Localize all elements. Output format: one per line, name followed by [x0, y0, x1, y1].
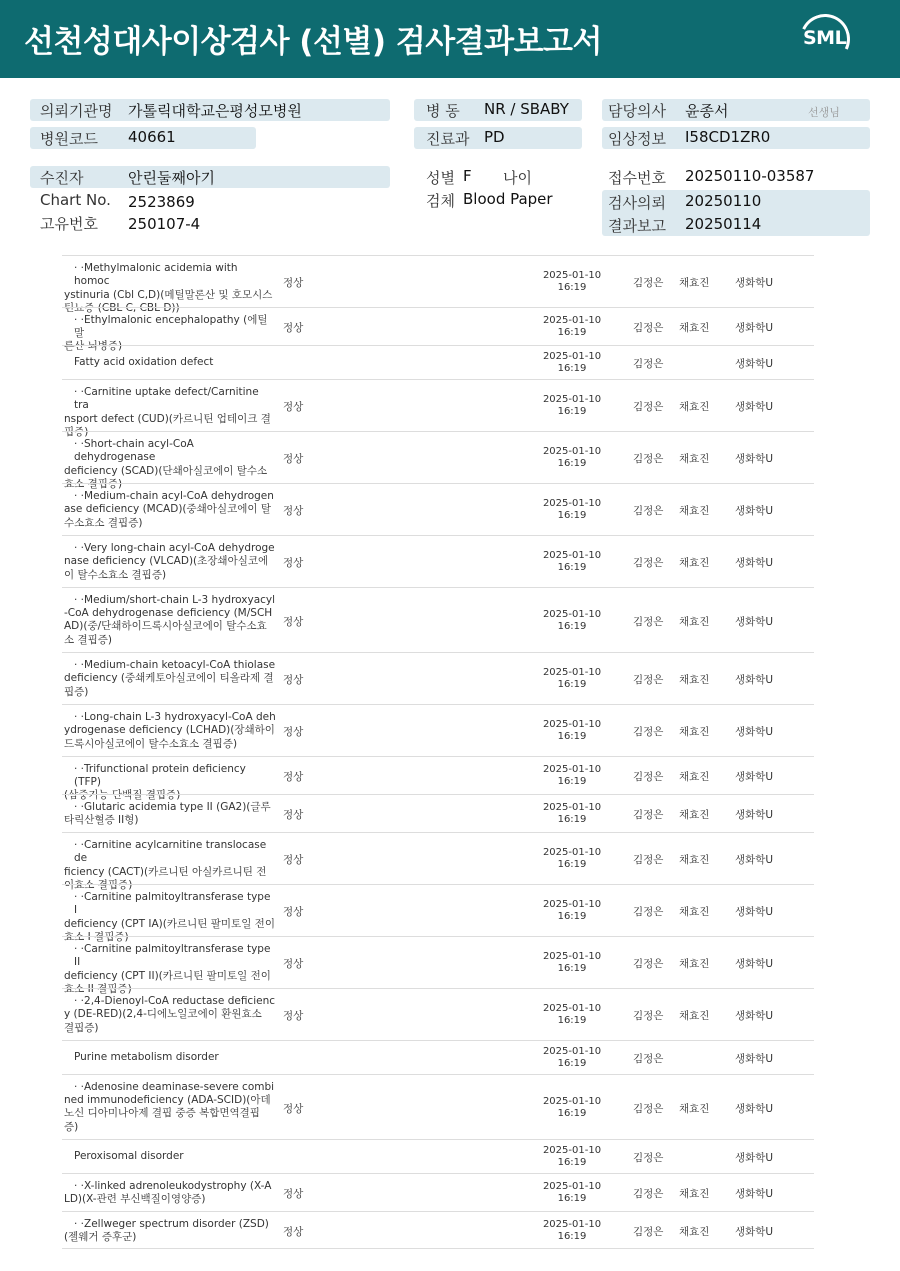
lab-department: 생화학U: [735, 557, 774, 569]
test-name-line: · ·Carnitine uptake defect/Carnitine tra: [74, 386, 259, 412]
table-row: [62, 307, 814, 353]
test-name-line: 틴뇨증 (CBL C, CBL D)): [64, 301, 180, 314]
result-value: 정상: [283, 505, 304, 517]
table-row: [62, 1040, 814, 1074]
patient-label: 수진자: [40, 169, 84, 187]
result-date: 2025-01-10: [542, 951, 602, 962]
reviewer-name: 김정은: [633, 1152, 664, 1164]
patient-value: 안린둘째아기: [128, 169, 215, 187]
lab-department: 생화학U: [735, 615, 774, 628]
table-row: [62, 1211, 814, 1249]
test-name-line: 핍증): [64, 685, 89, 698]
test-name-line: · ·Short-chain acyl-CoA dehydrogenase: [74, 438, 194, 464]
receipt-label: 접수번호: [608, 169, 666, 187]
result-value: 정상: [283, 1188, 304, 1200]
specimen-value: Blood Paper: [463, 190, 553, 208]
lab-department: 생화학U: [735, 322, 774, 334]
test-name-line: · ·Very long-chain acyl-CoA dehydroge: [74, 542, 275, 555]
report-title: 선천성대사이상검사 (선별) 검사결과보고서: [24, 24, 602, 60]
ward-label: 병 동: [426, 102, 460, 120]
result-value: 정상: [283, 771, 304, 783]
technician-name: 채효진: [679, 1010, 710, 1022]
test-name-line: 소 결핍증): [64, 633, 113, 646]
lab-department: 생화학U: [735, 505, 774, 517]
technician-name: 채효진: [679, 1102, 710, 1115]
results-table: [62, 255, 814, 1249]
technician-name: 채효진: [679, 557, 710, 569]
technician-name: 채효진: [679, 854, 710, 866]
test-name: [64, 801, 276, 828]
result-date: 2025-01-10: [542, 351, 602, 362]
result-datetime: [542, 270, 602, 294]
test-name: [64, 711, 276, 751]
table-row: [62, 1173, 814, 1211]
test-name-line: 론산 뇌병증): [64, 340, 123, 353]
lab-department: 생화학U: [735, 358, 774, 370]
technician-name: 채효진: [679, 1188, 710, 1200]
result-time: 16:19: [557, 458, 587, 469]
hospital-code-label: 병원코드: [40, 130, 98, 148]
reviewer-name: 김정은: [633, 453, 664, 465]
receipt-value: 20250110-03587: [685, 167, 815, 185]
test-name: [64, 659, 276, 699]
table-row: [62, 1139, 814, 1173]
reviewer-name: 김정은: [633, 322, 664, 334]
lab-department: 생화학U: [735, 1188, 774, 1200]
test-name-line: · ·Methylmalonic acidemia with homoc: [74, 262, 238, 288]
table-row: [62, 704, 814, 756]
reviewer-name: 김정은: [633, 809, 664, 821]
result-datetime: [542, 847, 602, 871]
result-value: 정상: [283, 557, 304, 569]
test-name-line: · ·Zellweger spectrum disorder (ZSD): [74, 1217, 269, 1230]
result-datetime: [542, 1181, 602, 1205]
technician-name: 채효진: [679, 771, 710, 783]
table-row: [62, 936, 814, 995]
report-header: [0, 0, 900, 78]
institution-label: 의뢰기관명: [40, 102, 113, 120]
lab-department: 생화학U: [735, 771, 774, 783]
reviewer-name: 김정은: [633, 615, 664, 628]
lab-department: 생화학U: [735, 401, 774, 413]
result-time: 16:19: [557, 814, 587, 825]
test-name: [64, 1081, 276, 1134]
table-row: [62, 587, 814, 652]
test-name-line: · ·Adenosine deaminase-severe combi: [74, 1080, 275, 1093]
reviewer-name: 김정은: [633, 505, 664, 517]
result-datetime: [542, 802, 602, 826]
reviewer-name: 김정은: [633, 958, 664, 970]
test-name: [64, 1180, 276, 1207]
report-date-value: 20250114: [685, 215, 762, 233]
lab-department: 생화학U: [735, 1226, 774, 1238]
test-name-line: ase deficiency (MCAD)(중쇄아실코에이 탈: [64, 503, 272, 516]
clinical-label: 임상정보: [608, 130, 666, 148]
test-name-line: 노신 디아미나아제 결핍 중증 복합면역결핍: [64, 1107, 260, 1120]
test-name-line: · ·Medium/short-chain L-3 hydroxyacyl: [74, 593, 276, 606]
result-date: 2025-01-10: [542, 270, 602, 281]
result-date: 2025-01-10: [542, 608, 602, 620]
reviewer-name: 김정은: [633, 1010, 664, 1022]
logo-text: SML: [803, 27, 847, 49]
result-time: 16:19: [557, 1058, 587, 1069]
test-name-line: · ·Long-chain L-3 hydroxyacyl-CoA deh: [74, 711, 276, 724]
result-date: 2025-01-10: [542, 315, 602, 326]
test-name-line: Fatty acid oxidation defect: [74, 356, 214, 369]
result-datetime: [542, 446, 602, 470]
result-datetime: [542, 1096, 602, 1120]
result-value: 정상: [283, 726, 304, 738]
test-name-line: 드록시아실코에이 탈수소효소 결핍증): [64, 737, 238, 750]
result-time: 16:19: [557, 562, 587, 573]
reviewer-name: 김정은: [633, 674, 664, 686]
reviewer-name: 김정은: [633, 906, 664, 918]
reviewer-name: 김정은: [633, 358, 664, 370]
test-name-line: 타릭산혈증 II형): [64, 813, 139, 826]
reviewer-name: 김정은: [633, 854, 664, 866]
test-name-line: deficiency (CPT IA)(카르니틴 팔미토일 전이: [64, 917, 275, 930]
test-name-line: 효소 II 결핍증): [64, 982, 132, 995]
technician-name: 채효진: [679, 322, 710, 334]
test-name: [64, 490, 276, 530]
doctor-value: 윤종서: [685, 102, 729, 120]
chart-label: Chart No.: [40, 191, 111, 209]
result-time: 16:19: [557, 1193, 587, 1204]
test-name: [64, 542, 276, 582]
specimen-label: 검체: [426, 192, 455, 210]
lab-department: 생화학U: [735, 1152, 774, 1164]
result-datetime: [542, 667, 602, 691]
table-row: [62, 255, 814, 314]
sml-logo: [798, 12, 852, 66]
reviewer-name: 김정은: [633, 277, 664, 289]
test-name-line: ficiency (CACT)(카르니틴 아실카르니틴 전: [64, 865, 267, 878]
clinical-value: I58CD1ZR0: [685, 128, 771, 146]
lab-department: 생화학U: [735, 453, 774, 465]
result-date: 2025-01-10: [542, 899, 602, 910]
test-name-line: 이 탈수소효소 결핍증): [64, 568, 167, 581]
result-time: 16:19: [557, 1015, 587, 1026]
result-datetime: [542, 498, 602, 522]
result-time: 16:19: [557, 406, 587, 417]
result-datetime: [542, 719, 602, 743]
result-time: 16:19: [557, 776, 587, 787]
result-value: 정상: [283, 453, 304, 465]
reviewer-name: 김정은: [633, 557, 664, 569]
test-name: [74, 1150, 286, 1163]
unique-label: 고유번호: [40, 215, 98, 233]
result-datetime: [542, 1219, 602, 1243]
test-name-line: · ·X-linked adrenoleukodystrophy (X-A: [74, 1179, 272, 1192]
department-value: PD: [484, 128, 505, 146]
result-datetime: [542, 609, 602, 633]
test-name: [64, 594, 276, 647]
result-date: 2025-01-10: [542, 667, 602, 678]
result-time: 16:19: [557, 363, 587, 374]
result-value: 정상: [283, 401, 304, 413]
test-name-line: nase deficiency (VLCAD)(초장쇄아실코에: [64, 555, 269, 568]
age-label: 나이: [503, 169, 532, 187]
result-value: 정상: [283, 277, 304, 289]
technician-name: 채효진: [679, 1226, 710, 1238]
result-value: 정상: [283, 1102, 304, 1115]
result-time: 16:19: [557, 859, 587, 870]
reviewer-name: 김정은: [633, 1188, 664, 1200]
reviewer-name: 김정은: [633, 1226, 664, 1238]
department-label: 진료과: [426, 130, 470, 148]
result-date: 2025-01-10: [542, 1003, 602, 1014]
lab-department: 생화학U: [735, 809, 774, 821]
test-name: [74, 1051, 286, 1064]
technician-name: 채효진: [679, 674, 710, 686]
test-name-line: · ·Carnitine palmitoyltransferase type II: [74, 943, 271, 969]
test-name-line: · ·2,4-Dienoyl-CoA reductase deficienc: [74, 995, 276, 1008]
test-name-line: (젤웨거 증후군): [64, 1230, 137, 1243]
result-time: 16:19: [557, 510, 587, 521]
request-label: 검사의뢰: [608, 194, 666, 212]
test-name-line: ystinuria (Cbl C,D)(메틸말론산 및 호모시스: [64, 288, 273, 301]
doctor-label: 담당의사: [608, 102, 666, 120]
table-row: [62, 345, 814, 379]
test-name-line: deficiency (CPT II)(카르니틴 팔미토일 전이: [64, 969, 271, 982]
result-datetime: [542, 550, 602, 574]
test-name-line: nsport defect (CUD)(카르니틴 업테이크 결: [64, 412, 271, 425]
technician-name: 채효진: [679, 453, 710, 465]
test-name-line: Peroxisomal disorder: [74, 1150, 184, 1163]
result-value: 정상: [283, 906, 304, 918]
reviewer-name: 김정은: [633, 1102, 664, 1115]
result-datetime: [542, 764, 602, 788]
report-date-label: 결과보고: [608, 217, 666, 235]
lab-department: 생화학U: [735, 1053, 774, 1065]
unique-value: 250107-4: [128, 215, 201, 233]
sex-value: F: [463, 167, 472, 185]
test-name-line: Purine metabolism disorder: [74, 1051, 219, 1064]
test-name-line: (삼중기능 단백질 결핍증): [64, 789, 181, 802]
chart-value: 2523869: [128, 193, 195, 211]
result-value: 정상: [283, 809, 304, 821]
result-date: 2025-01-10: [542, 1046, 602, 1057]
test-name-line: 핍증): [64, 425, 89, 438]
test-name-line: deficiency (SCAD)(단쇄아실코에이 탈수소: [64, 464, 268, 477]
table-row: [62, 483, 814, 535]
result-date: 2025-01-10: [542, 550, 602, 561]
technician-name: 채효진: [679, 958, 710, 970]
reviewer-name: 김정은: [633, 1053, 664, 1065]
result-time: 16:19: [557, 731, 587, 742]
technician-name: 채효진: [679, 726, 710, 738]
result-datetime: [542, 951, 602, 975]
table-row: [62, 535, 814, 587]
result-datetime: [542, 1003, 602, 1027]
lab-department: 생화학U: [735, 906, 774, 918]
test-name: [64, 1218, 276, 1245]
table-row: [62, 884, 814, 943]
technician-name: 채효진: [679, 615, 710, 628]
result-date: 2025-01-10: [542, 802, 602, 813]
test-name-line: · ·Glutaric acidemia type II (GA2)(글루: [74, 800, 271, 813]
test-name-line: 증): [64, 1120, 79, 1133]
doctor-suffix: 선생님: [808, 106, 840, 119]
technician-name: 채효진: [679, 809, 710, 821]
result-value: 정상: [283, 1010, 304, 1022]
test-name-line: · ·Carnitine acylcarnitine translocase de: [74, 839, 267, 865]
result-datetime: [542, 394, 602, 418]
result-value: 정상: [283, 674, 304, 686]
table-row: [62, 379, 814, 438]
result-date: 2025-01-10: [542, 446, 602, 457]
result-date: 2025-01-10: [542, 1219, 602, 1230]
result-value: 정상: [283, 615, 304, 628]
result-value: 정상: [283, 1226, 304, 1238]
result-datetime: [542, 899, 602, 923]
result-date: 2025-01-10: [542, 1181, 602, 1192]
technician-name: 채효진: [679, 277, 710, 289]
sex-label: 성별: [426, 169, 455, 187]
result-value: 정상: [283, 958, 304, 970]
result-time: 16:19: [557, 620, 587, 632]
test-name-line: · ·Medium-chain acyl-CoA dehydrogen: [74, 490, 274, 503]
result-time: 16:19: [557, 1107, 587, 1119]
lab-department: 생화학U: [735, 674, 774, 686]
result-time: 16:19: [557, 963, 587, 974]
test-name-line: · ·Carnitine palmitoyltransferase type I: [74, 891, 271, 917]
reviewer-name: 김정은: [633, 771, 664, 783]
table-row: [62, 988, 814, 1040]
result-date: 2025-01-10: [542, 1145, 602, 1156]
test-name-line: 효소 결핍증): [64, 477, 123, 490]
test-name-line: · ·Medium-chain ketoacyl-CoA thiolase: [74, 659, 276, 672]
test-name-line: deficiency (중쇄케토아실코에이 티올라제 결: [64, 672, 274, 685]
test-name-line: ned immunodeficiency (ADA-SCID)(아데: [64, 1094, 271, 1107]
lab-department: 생화학U: [735, 1010, 774, 1022]
test-name-line: y (DE-RED)(2,4-디에노일코에이 환원효소: [64, 1008, 262, 1021]
test-name-line: -CoA dehydrogenase deficiency (M/SCH: [64, 607, 273, 620]
result-value: 정상: [283, 854, 304, 866]
result-date: 2025-01-10: [542, 719, 602, 730]
result-time: 16:19: [557, 1157, 587, 1168]
lab-department: 생화학U: [735, 958, 774, 970]
test-name-line: 효소 I 결핍증): [64, 930, 129, 943]
test-name-line: ydrogenase deficiency (LCHAD)(장쇄하이: [64, 724, 275, 737]
result-date: 2025-01-10: [542, 394, 602, 405]
technician-name: 채효진: [679, 401, 710, 413]
hospital-code-value: 40661: [128, 128, 176, 146]
test-name-line: · ·Trifunctional protein deficiency (TFP): [74, 762, 246, 788]
test-name-line: 결핍증): [64, 1021, 99, 1034]
result-time: 16:19: [557, 679, 587, 690]
table-row: [62, 652, 814, 704]
technician-name: 채효진: [679, 906, 710, 918]
institution-value: 가톨릭대학교은평성모병원: [128, 102, 302, 120]
result-time: 16:19: [557, 282, 587, 293]
request-value: 20250110: [685, 192, 762, 210]
lab-department: 생화학U: [735, 277, 774, 289]
result-date: 2025-01-10: [542, 1095, 602, 1107]
result-datetime: [542, 351, 602, 375]
test-name: [74, 356, 286, 369]
ward-value: NR / SBABY: [484, 100, 569, 118]
result-time: 16:19: [557, 327, 587, 338]
table-row: [62, 756, 814, 802]
technician-name: 채효진: [679, 505, 710, 517]
result-date: 2025-01-10: [542, 764, 602, 775]
result-date: 2025-01-10: [542, 498, 602, 509]
reviewer-name: 김정은: [633, 401, 664, 413]
table-row: [62, 832, 814, 891]
result-time: 16:19: [557, 1231, 587, 1242]
reviewer-name: 김정은: [633, 726, 664, 738]
test-name-line: · ·Ethylmalonic encephalopathy (에틸말: [74, 313, 268, 339]
test-name-line: 수소효소 결핍증): [64, 516, 143, 529]
test-name-line: AD)(중/단쇄하이드록시아실코에이 탈수소효: [64, 620, 267, 633]
table-row: [62, 431, 814, 490]
result-datetime: [542, 1145, 602, 1169]
result-value: 정상: [283, 322, 304, 334]
lab-department: 생화학U: [735, 1102, 774, 1115]
result-date: 2025-01-10: [542, 847, 602, 858]
table-row: [62, 1074, 814, 1139]
result-datetime: [542, 1046, 602, 1070]
lab-department: 생화학U: [735, 726, 774, 738]
lab-department: 생화학U: [735, 854, 774, 866]
test-name-line: 이효소 결핍증): [64, 878, 133, 891]
table-row: [62, 794, 814, 832]
result-time: 16:19: [557, 911, 587, 922]
result-datetime: [542, 315, 602, 339]
test-name: [64, 995, 276, 1035]
test-name-line: LD)(X-관련 부신백질이영양증): [64, 1192, 206, 1205]
